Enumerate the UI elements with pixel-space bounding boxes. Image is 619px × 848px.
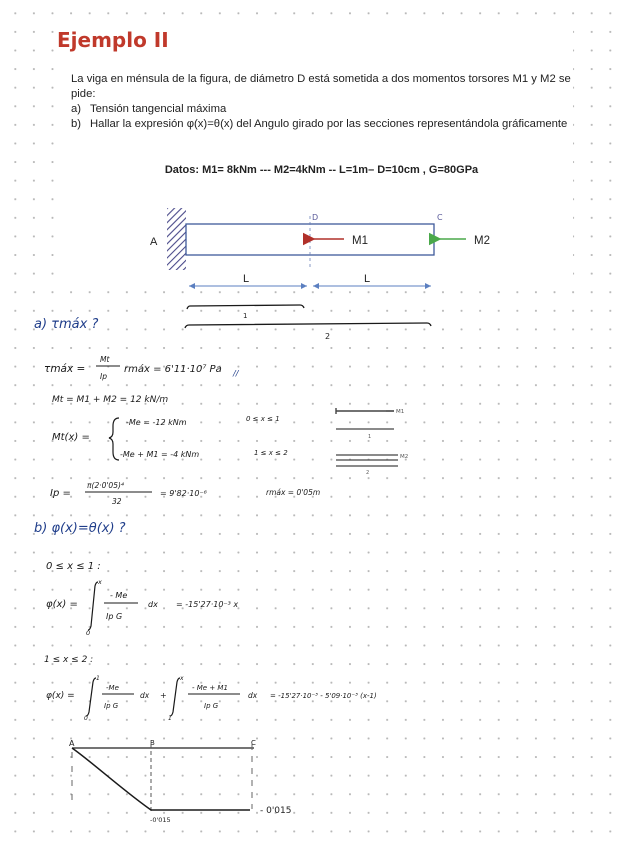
sketch-m1: M1: [396, 409, 405, 415]
integral-sign: [88, 582, 98, 630]
case-2-range: 1 ≤ x ≤ 2: [254, 449, 288, 457]
m1-label: M1: [352, 235, 368, 247]
phi-2-numerator-1: -Me: [106, 684, 119, 692]
phi-1-lhs: φ(x) =: [46, 599, 78, 610]
segment-bracket-2: [185, 323, 431, 328]
case-1-expression: -Me = -12 kNm: [126, 418, 187, 427]
range-2: 1 ≤ x ≤ 2 :: [44, 655, 94, 665]
segment-label-2: 2: [325, 332, 331, 341]
tau-lhs: τmáx =: [44, 363, 86, 375]
range-1: 0 ≤ x ≤ 1 :: [46, 561, 101, 572]
rmax-value: rmáx = 0'05m: [266, 488, 321, 497]
case-2-expression: -Me + M1 = -4 kNm: [120, 450, 200, 459]
graph-point-b: B: [150, 739, 155, 747]
item-marker: b): [71, 118, 82, 130]
fixed-support: [167, 208, 186, 270]
phi-1-dx: dx: [148, 600, 158, 609]
m2-label: M2: [474, 235, 490, 247]
ip-denominator: 32: [112, 497, 122, 506]
mt-x-lhs: Mt(x) =: [52, 432, 90, 443]
phi-2-dx-2: dx: [248, 691, 258, 700]
integral-upper: x: [98, 578, 102, 586]
item-marker: a): [71, 103, 82, 115]
phi-1-numerator: - Me: [110, 591, 128, 600]
integral-sign: [170, 678, 180, 716]
phi-2-dx-1: dx: [140, 691, 150, 700]
integral-sign: [86, 678, 96, 716]
phi-2-result: = -15'27·10⁻³ - 5'09·10⁻³ (x-1): [270, 692, 377, 700]
support-label: A: [150, 236, 158, 248]
phi-2-denominator-1: Ip G: [104, 702, 119, 710]
mt-equation: Mt = M1 + M2 = 12 kN/m: [52, 395, 169, 405]
ip-lhs: Ip =: [50, 488, 71, 499]
phi-1-result: = -15'27·10⁻³ x: [176, 600, 239, 609]
sketch-m2: M2: [400, 454, 409, 460]
sketch-2: 2: [366, 470, 370, 476]
graph-curve-segment-1: [72, 748, 151, 810]
given-data: Datos: M1= 8kNm --- M2=4kNm -- L=1m– D=10cm , G=80GPa: [164, 164, 479, 176]
phi-2-lhs: φ(x) =: [46, 691, 75, 701]
point-d-label: D: [312, 213, 319, 222]
span-label-1: L: [243, 273, 250, 285]
beam-diagram: [150, 208, 490, 286]
item-text: Tensión tangencial máxima: [90, 103, 227, 115]
phi-2-plus: +: [160, 691, 167, 700]
case-1-range: 0 ≤ x ≤ 1: [246, 415, 280, 423]
sketch-1: 1: [368, 434, 372, 440]
graph-point-c: C: [251, 739, 256, 747]
integral-upper: 1: [96, 675, 100, 682]
integral-lower: 1: [168, 715, 172, 722]
phi-1-denominator: Ip G: [106, 612, 123, 621]
piecewise-brace: [109, 418, 119, 460]
point-c-label: C: [437, 213, 443, 222]
span-label-2: L: [364, 273, 371, 285]
integral-lower: 0: [86, 629, 91, 637]
tau-numerator: Mt: [100, 355, 110, 364]
integral-upper: x: [180, 675, 184, 682]
graph-value-c: - 0'015: [260, 806, 292, 816]
graph-value-b: -0'015: [150, 816, 171, 824]
page-title: Ejemplo II: [57, 28, 169, 52]
segment-brackets: [185, 305, 431, 341]
segment-label-1: 1: [243, 312, 248, 320]
segment-bracket-1: [187, 305, 304, 309]
phi-2-numerator-2: - Me + M1: [192, 684, 228, 692]
side-sketch: [336, 408, 408, 476]
tau-denominator: Ip: [100, 372, 107, 381]
phi-2-denominator-2: Ip G: [204, 702, 219, 710]
graph-point-a: A: [69, 739, 75, 748]
ip-numerator: π(2·0'05)⁴: [87, 481, 124, 490]
integral-lower: 0: [84, 715, 88, 722]
result-mark: //: [233, 369, 239, 378]
ip-result: = 9'82·10⁻⁶: [160, 489, 207, 498]
handwritten-solution: [34, 317, 408, 722]
statement-intro: La viga en ménsula de la figura, de diámetro D está sometida a dos momentos torsores M1 y M2 se pide:: [71, 73, 571, 100]
heading-b: b) φ(x)=θ(x) ?: [34, 521, 126, 536]
twist-angle-graph: [69, 739, 292, 824]
heading-a: a) τmáx ?: [34, 317, 99, 332]
tau-result: rmáx = 6'11·10⁷ Pa: [124, 364, 222, 375]
item-text: Hallar la expresión φ(x)=θ(x) del Angulo girado por las secciones representándola gráficamente: [90, 118, 568, 130]
